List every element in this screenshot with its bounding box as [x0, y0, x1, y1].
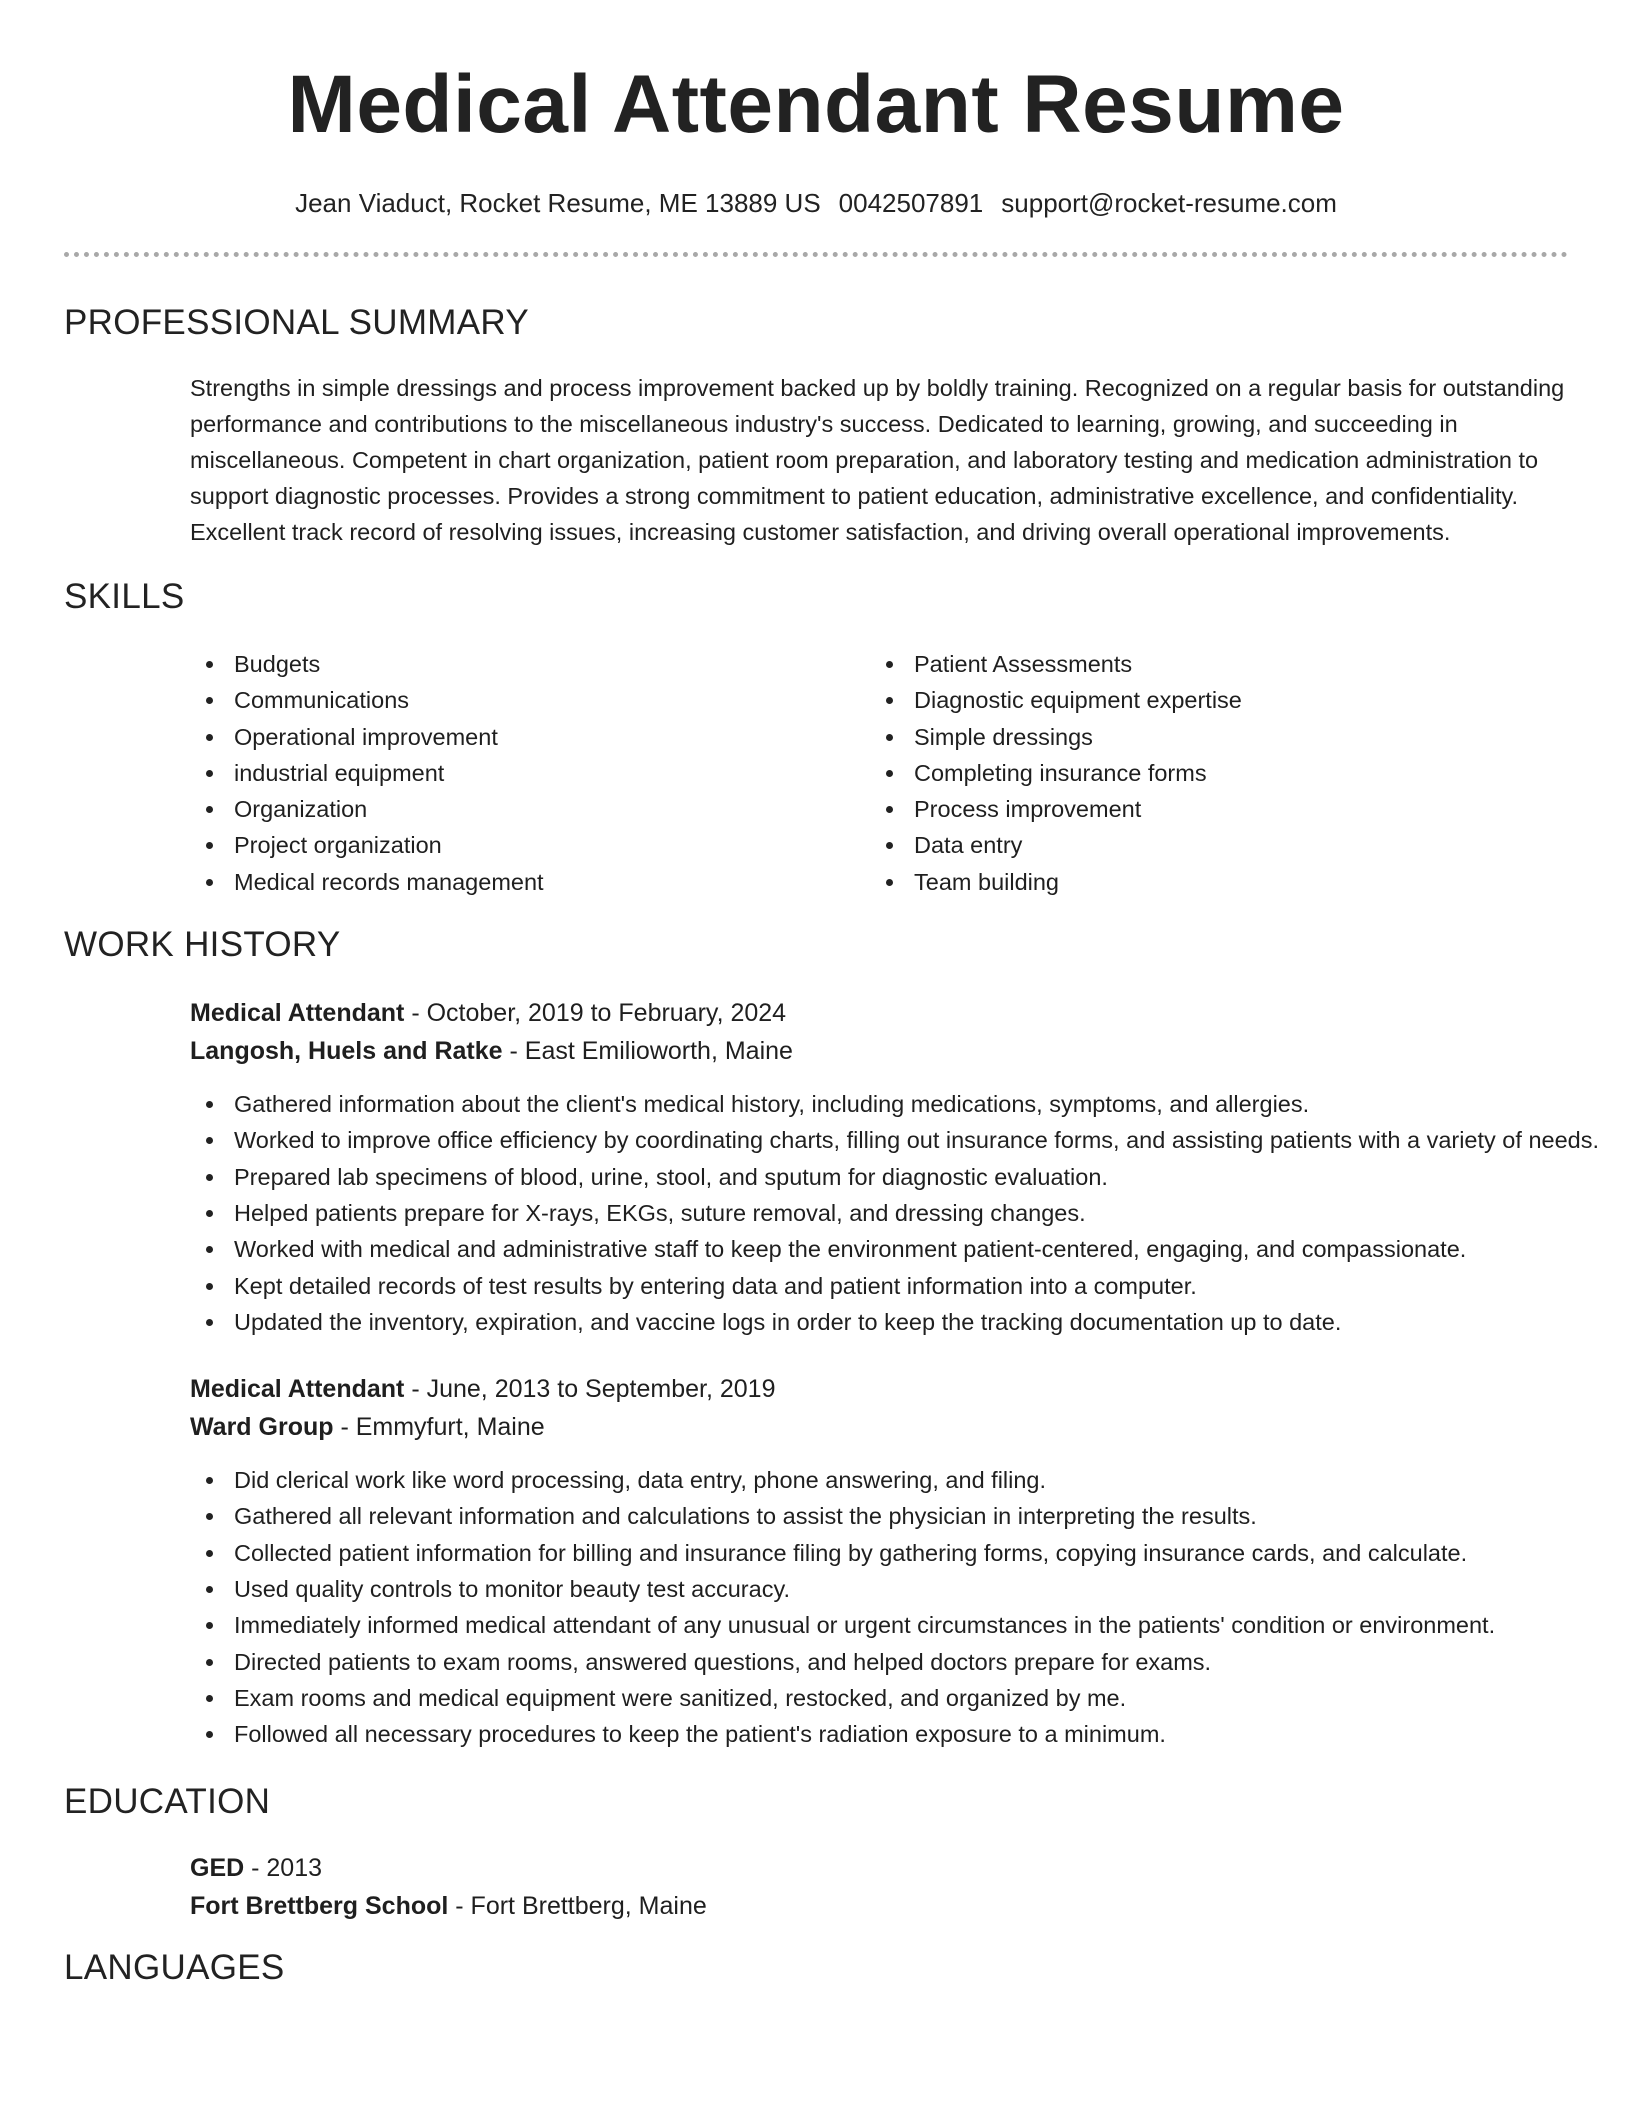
- section-heading-skills: SKILLS: [64, 577, 185, 616]
- contact-phone: 0042507891: [838, 188, 984, 218]
- education-degree: GED: [190, 1853, 245, 1882]
- job-duty: Used quality controls to monitor beauty test accuracy.: [190, 1571, 1610, 1607]
- job-duty: Followed all necessary procedures to keep the patient's radiation exposure to a minimum.: [190, 1716, 1610, 1752]
- summary-text: Strengths in simple dressings and process improvement backed up by boldly training. Recognized on a regular basis for outstanding performance and contributions to the miscellaneous industry's success. Dedicated to learning, growing, and succeeding in miscellaneous. Competent in chart organization, patient room preparation, and laboratory testing and medication administration to support diagnostic processes. Provides a strong commitment to patient education, administrative excellence, and confidentiality. Excellent track record of resolving issues, increasing customer satisfaction, and driving overall operational improvements.: [190, 375, 1565, 545]
- job-duty: Worked to improve office efficiency by coordinating charts, filling out insurance forms, and assisting patients with a variety of needs.: [190, 1122, 1610, 1158]
- job-title: Medical Attendant: [190, 999, 405, 1028]
- job-company-line: [190, 1408, 1568, 1446]
- job-duties: [190, 1086, 1610, 1340]
- education-school: Fort Brettberg School: [190, 1891, 449, 1920]
- job-duty: Immediately informed medical attendant of any unusual or urgent circumstances in the patients' condition or environment.: [190, 1607, 1610, 1643]
- section-heading-languages: LANGUAGES: [64, 1947, 285, 1987]
- job-duty: Did clerical work like word processing, data entry, phone answering, and filing.: [190, 1462, 1610, 1498]
- job-duty: Prepared lab specimens of blood, urine, stool, and sputum for diagnostic evaluation.: [190, 1159, 1610, 1195]
- contact-address: Jean Viaduct, Rocket Resume, ME 13889 US: [295, 188, 821, 218]
- skills-list: [190, 646, 1568, 900]
- job-duty: Gathered information about the client's medical history, including medications, symptoms, and allergies.: [190, 1086, 1610, 1122]
- skill-item: Process improvement: [870, 791, 1550, 827]
- job-entry: [190, 1370, 1568, 1752]
- section-heading-education: EDUCATION: [64, 1781, 271, 1821]
- skill-item: industrial equipment: [190, 755, 870, 791]
- skill-item: Budgets: [190, 646, 870, 682]
- job-duty: Worked with medical and administrative staff to keep the environment patient-centered, engaging, and compassionate.: [190, 1231, 1610, 1267]
- job-duty: Collected patient information for billing and insurance filing by gathering forms, copying insurance cards, and calculate.: [190, 1535, 1610, 1571]
- job-duty: Helped patients prepare for X-rays, EKGs, suture removal, and dressing changes.: [190, 1195, 1610, 1231]
- job-dates: - October, 2019 to February, 2024: [404, 999, 787, 1028]
- skill-item: Organization: [190, 791, 870, 827]
- job-location: - East Emilioworth, Maine: [502, 1037, 793, 1066]
- education-year: - 2013: [244, 1853, 323, 1882]
- job-title-line: [190, 1370, 1568, 1408]
- skills-column-right: [870, 646, 1550, 900]
- skill-item: Patient Assessments: [870, 646, 1550, 682]
- resume-title: Medical Attendant Resume: [287, 59, 1345, 150]
- job-duty: Gathered all relevant information and calculations to assist the physician in interpreting the results.: [190, 1498, 1610, 1534]
- skill-item: Completing insurance forms: [870, 755, 1550, 791]
- job-company-line: [190, 1032, 1568, 1070]
- skill-item: Data entry: [870, 827, 1550, 863]
- job-dates: - June, 2013 to September, 2019: [404, 1375, 776, 1404]
- contact-line: [64, 188, 1568, 218]
- job-duty: Directed patients to exam rooms, answered questions, and helped doctors prepare for exams.: [190, 1644, 1610, 1680]
- job-title-line: [190, 994, 1568, 1032]
- job-duty: Exam rooms and medical equipment were sanitized, restocked, and organized by me.: [190, 1680, 1610, 1716]
- resume-page: [64, 0, 1599, 1989]
- job-company: Langosh, Huels and Ratke: [190, 1037, 503, 1066]
- job-duty: Kept detailed records of test results by entering data and patient information into a computer.: [190, 1268, 1610, 1304]
- section-heading-summary: PROFESSIONAL SUMMARY: [64, 303, 529, 342]
- education-degree-line: [190, 1849, 1568, 1887]
- contact-email: support@rocket-resume.com: [1001, 188, 1337, 218]
- skill-item: Project organization: [190, 827, 870, 863]
- header-divider: [64, 252, 1568, 257]
- education-location: - Fort Brettberg, Maine: [448, 1891, 707, 1920]
- skill-item: Diagnostic equipment expertise: [870, 682, 1550, 718]
- job-company: Ward Group: [190, 1413, 334, 1442]
- job-entry: [190, 994, 1599, 1340]
- skill-item: Communications: [190, 682, 870, 718]
- skill-item: Simple dressings: [870, 719, 1550, 755]
- skill-item: Medical records management: [190, 864, 870, 900]
- skill-item: Operational improvement: [190, 719, 870, 755]
- job-duty: Updated the inventory, expiration, and vaccine logs in order to keep the tracking documentation up to date.: [190, 1304, 1610, 1340]
- job-location: - Emmyfurt, Maine: [333, 1413, 545, 1442]
- education-school-line: [190, 1887, 1568, 1925]
- skill-item: Team building: [870, 864, 1550, 900]
- section-heading-work-history: WORK HISTORY: [64, 925, 341, 965]
- job-duties: [190, 1462, 1610, 1752]
- education-entry: [190, 1849, 1568, 1925]
- job-title: Medical Attendant: [190, 1375, 405, 1404]
- skills-column-left: [190, 646, 870, 900]
